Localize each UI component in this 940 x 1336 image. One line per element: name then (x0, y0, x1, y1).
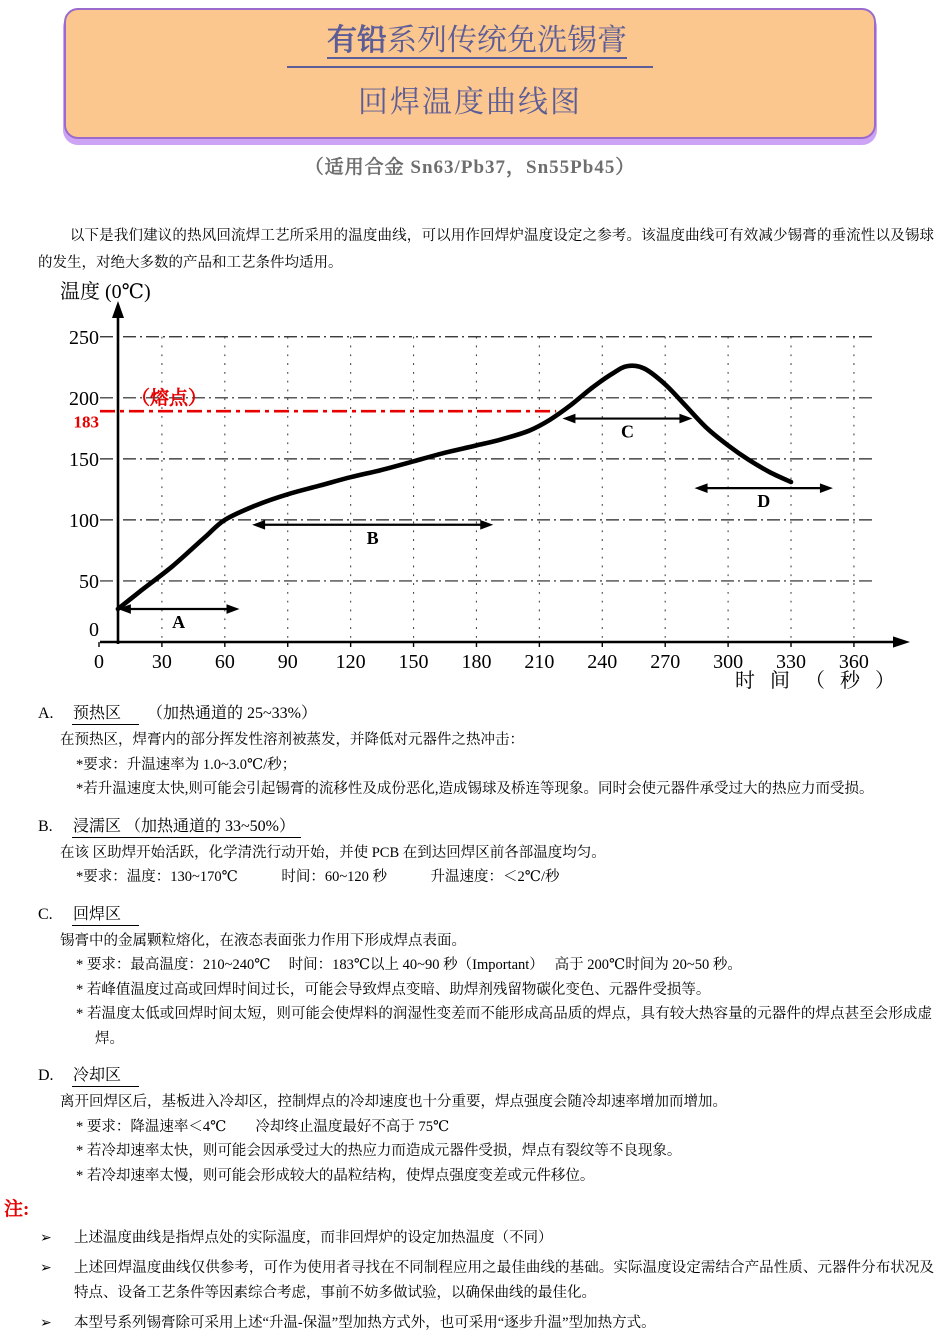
section-letter: A. (38, 705, 54, 722)
svg-text:183: 183 (73, 412, 99, 432)
zone-sections (0, 700, 940, 1188)
section-b (0, 813, 940, 890)
note-text: 上述温度曲线是指焊点处的实际温度，而非回焊炉的设定加热温度（不同） (74, 1230, 553, 1246)
header-banner (64, 8, 876, 139)
intro-paragraph: 以下是我们建议的热风回流焊工艺所采用的温度曲线，可以用作回焊炉温度设定之参考。该温度曲线可有效减少锡膏的垂流性以及锡球的发生，对绝大多数的产品和工艺条件均适用。 (38, 228, 934, 271)
notes-label: 注: (4, 1199, 30, 1220)
section-heading (38, 901, 940, 924)
section-line: * 要求：最高温度：210~240℃ 时间：183℃以上 40~90 秒（Important） 高于 200℃时间为 20~50 秒。 (76, 957, 742, 973)
note-bullet-icon: ➢ (40, 1231, 52, 1246)
svg-text:300: 300 (713, 651, 744, 673)
svg-text:100: 100 (69, 509, 99, 532)
svg-text:180: 180 (461, 651, 492, 673)
section-letter: D. (38, 1067, 54, 1084)
section-title: 预热区 (72, 705, 139, 725)
svg-text:60: 60 (214, 651, 235, 673)
note-item (40, 1256, 934, 1306)
section-line: *要求：升温速率为 1.0~3.0℃/秒； (76, 756, 297, 773)
section-title-wrap (72, 705, 317, 722)
section-subtitle: （加热通道的 25~33%） (147, 705, 318, 722)
section-heading (38, 1062, 940, 1085)
note-bullet-icon: ➢ (40, 1261, 52, 1276)
subtitle-alloy: （适用合金 Sn63/Pb37，Sn55Pb45） (304, 157, 636, 178)
svg-text:D: D (757, 491, 771, 512)
section-letter: C. (38, 905, 53, 923)
title-underline (287, 22, 653, 68)
section-line: 在预热区，焊膏内的部分挥发性溶剂被蒸发，并降低对元器件之热冲击： (60, 732, 524, 748)
section-line: 锡膏中的金属颗粒熔化，在液态表面张力作用下形成焊点表面。 (60, 932, 466, 949)
section-subtitle: （加热通道的 33~50%） (125, 817, 296, 835)
section-line: * 要求：降温速率＜4℃ 冷却终止温度最好不高于 75℃ (76, 1118, 450, 1135)
svg-text:270: 270 (650, 651, 681, 673)
section-c (0, 901, 940, 1052)
svg-text:50: 50 (79, 570, 99, 593)
notes-block (0, 1194, 940, 1336)
section-title-wrap (72, 1067, 139, 1087)
note-text: 本型号系列锡膏除可采用上述“升温-保温”型加热方式外，也可采用“逐步升温”型加热方式。 (74, 1315, 656, 1331)
section-line: * 若峰值温度过高或回焊时间过长，可能会导致焊点变暗、助焊剂残留物碳化变色、元器件受损等。 (76, 981, 711, 998)
svg-text:0: 0 (89, 619, 99, 641)
svg-text:250: 250 (69, 326, 99, 349)
section-title: 冷却区 (72, 1067, 139, 1087)
svg-text:B: B (366, 527, 379, 548)
section-title-wrap (72, 906, 139, 926)
document-title-line2: 回焊温度曲线图 (358, 86, 582, 119)
title-bold-part: 有铅 (327, 24, 387, 57)
section-line: * 若温度太低或回焊时间太短，则可能会使焊料的润湿性变差而不能形成高品质的焊点，具有较大热容量的元器件的焊点甚至会形成虚焊。 (76, 1006, 932, 1047)
section-body (0, 1090, 940, 1188)
svg-text:温度 (0℃): 温度 (0℃) (60, 281, 151, 303)
section-line: * 若冷却速率太快，则可能会因承受过大的热应力而造成元器件受损，焊点有裂纹等不良现象。 (76, 1143, 682, 1159)
note-text: 上述回焊温度曲线仅供参考，可作为使用者寻找在不同制程应用之最佳曲线的基础。实际温度设定需结合产品性质、元器件分布状况及特点、设备工艺条件等因素综合考虑，事前不妨多做试验，以确保曲线的最佳化。 (74, 1260, 934, 1301)
section-body (0, 841, 940, 890)
svg-text:150: 150 (398, 651, 429, 673)
svg-text:30: 30 (151, 651, 172, 673)
note-item (40, 1226, 934, 1251)
note-item (40, 1311, 934, 1336)
note-bullet-icon: ➢ (40, 1316, 52, 1331)
section-line: 离开回焊区后，基板进入冷却区，控制焊点的冷却速度也十分重要，焊点强度会随冷却速率增加而增加。 (60, 1094, 727, 1110)
section-body (0, 929, 940, 1052)
svg-text:120: 120 (335, 651, 366, 673)
svg-text:90: 90 (277, 651, 298, 673)
reflow-profile-chart (0, 277, 940, 697)
document-page (0, 8, 940, 1331)
svg-text:C: C (620, 421, 634, 442)
section-a (0, 700, 940, 802)
svg-text:时 间 （ 秒 ）: 时 间 （ 秒 ） (735, 670, 900, 692)
title-rest-part: 系列传统免洗锡膏 (387, 24, 627, 57)
svg-text:240: 240 (587, 651, 618, 673)
svg-text:0: 0 (94, 651, 104, 673)
svg-text:200: 200 (69, 387, 99, 410)
section-title: 回焊区 (72, 906, 139, 926)
document-title-line1 (66, 22, 874, 68)
svg-text:210: 210 (524, 651, 555, 673)
section-title: 浸濡区 (73, 817, 122, 835)
svg-text:A: A (172, 612, 186, 633)
svg-text:150: 150 (69, 448, 99, 471)
svg-text:330: 330 (776, 651, 807, 673)
section-line: *要求：温度：130~170℃ 时间：60~120 秒 升温速度：＜2℃/秒 (76, 869, 560, 885)
section-letter: B. (38, 817, 53, 835)
svg-text:360: 360 (838, 651, 869, 673)
section-line: *若升温速度太快,则可能会引起锡膏的流移性及成份恶化,造成锡球及桥连等现象。同时会使元器件承受过大的热应力而受损。 (76, 781, 874, 797)
section-body (0, 728, 940, 802)
section-line: 在该 区助焊开始活跃，化学清洗行动开始，并使 PCB 在到达回焊区前各部温度均匀。 (60, 844, 606, 861)
section-title-wrap (72, 818, 301, 838)
section-line: * 若冷却速率太慢，则可能会形成较大的晶粒结构，使焊点强度变差或元件移位。 (76, 1167, 595, 1184)
section-heading (38, 813, 940, 836)
notes-list (0, 1226, 940, 1336)
svg-text:（熔点）: （熔点） (131, 388, 208, 410)
section-d (0, 1062, 940, 1188)
section-heading (38, 700, 940, 723)
